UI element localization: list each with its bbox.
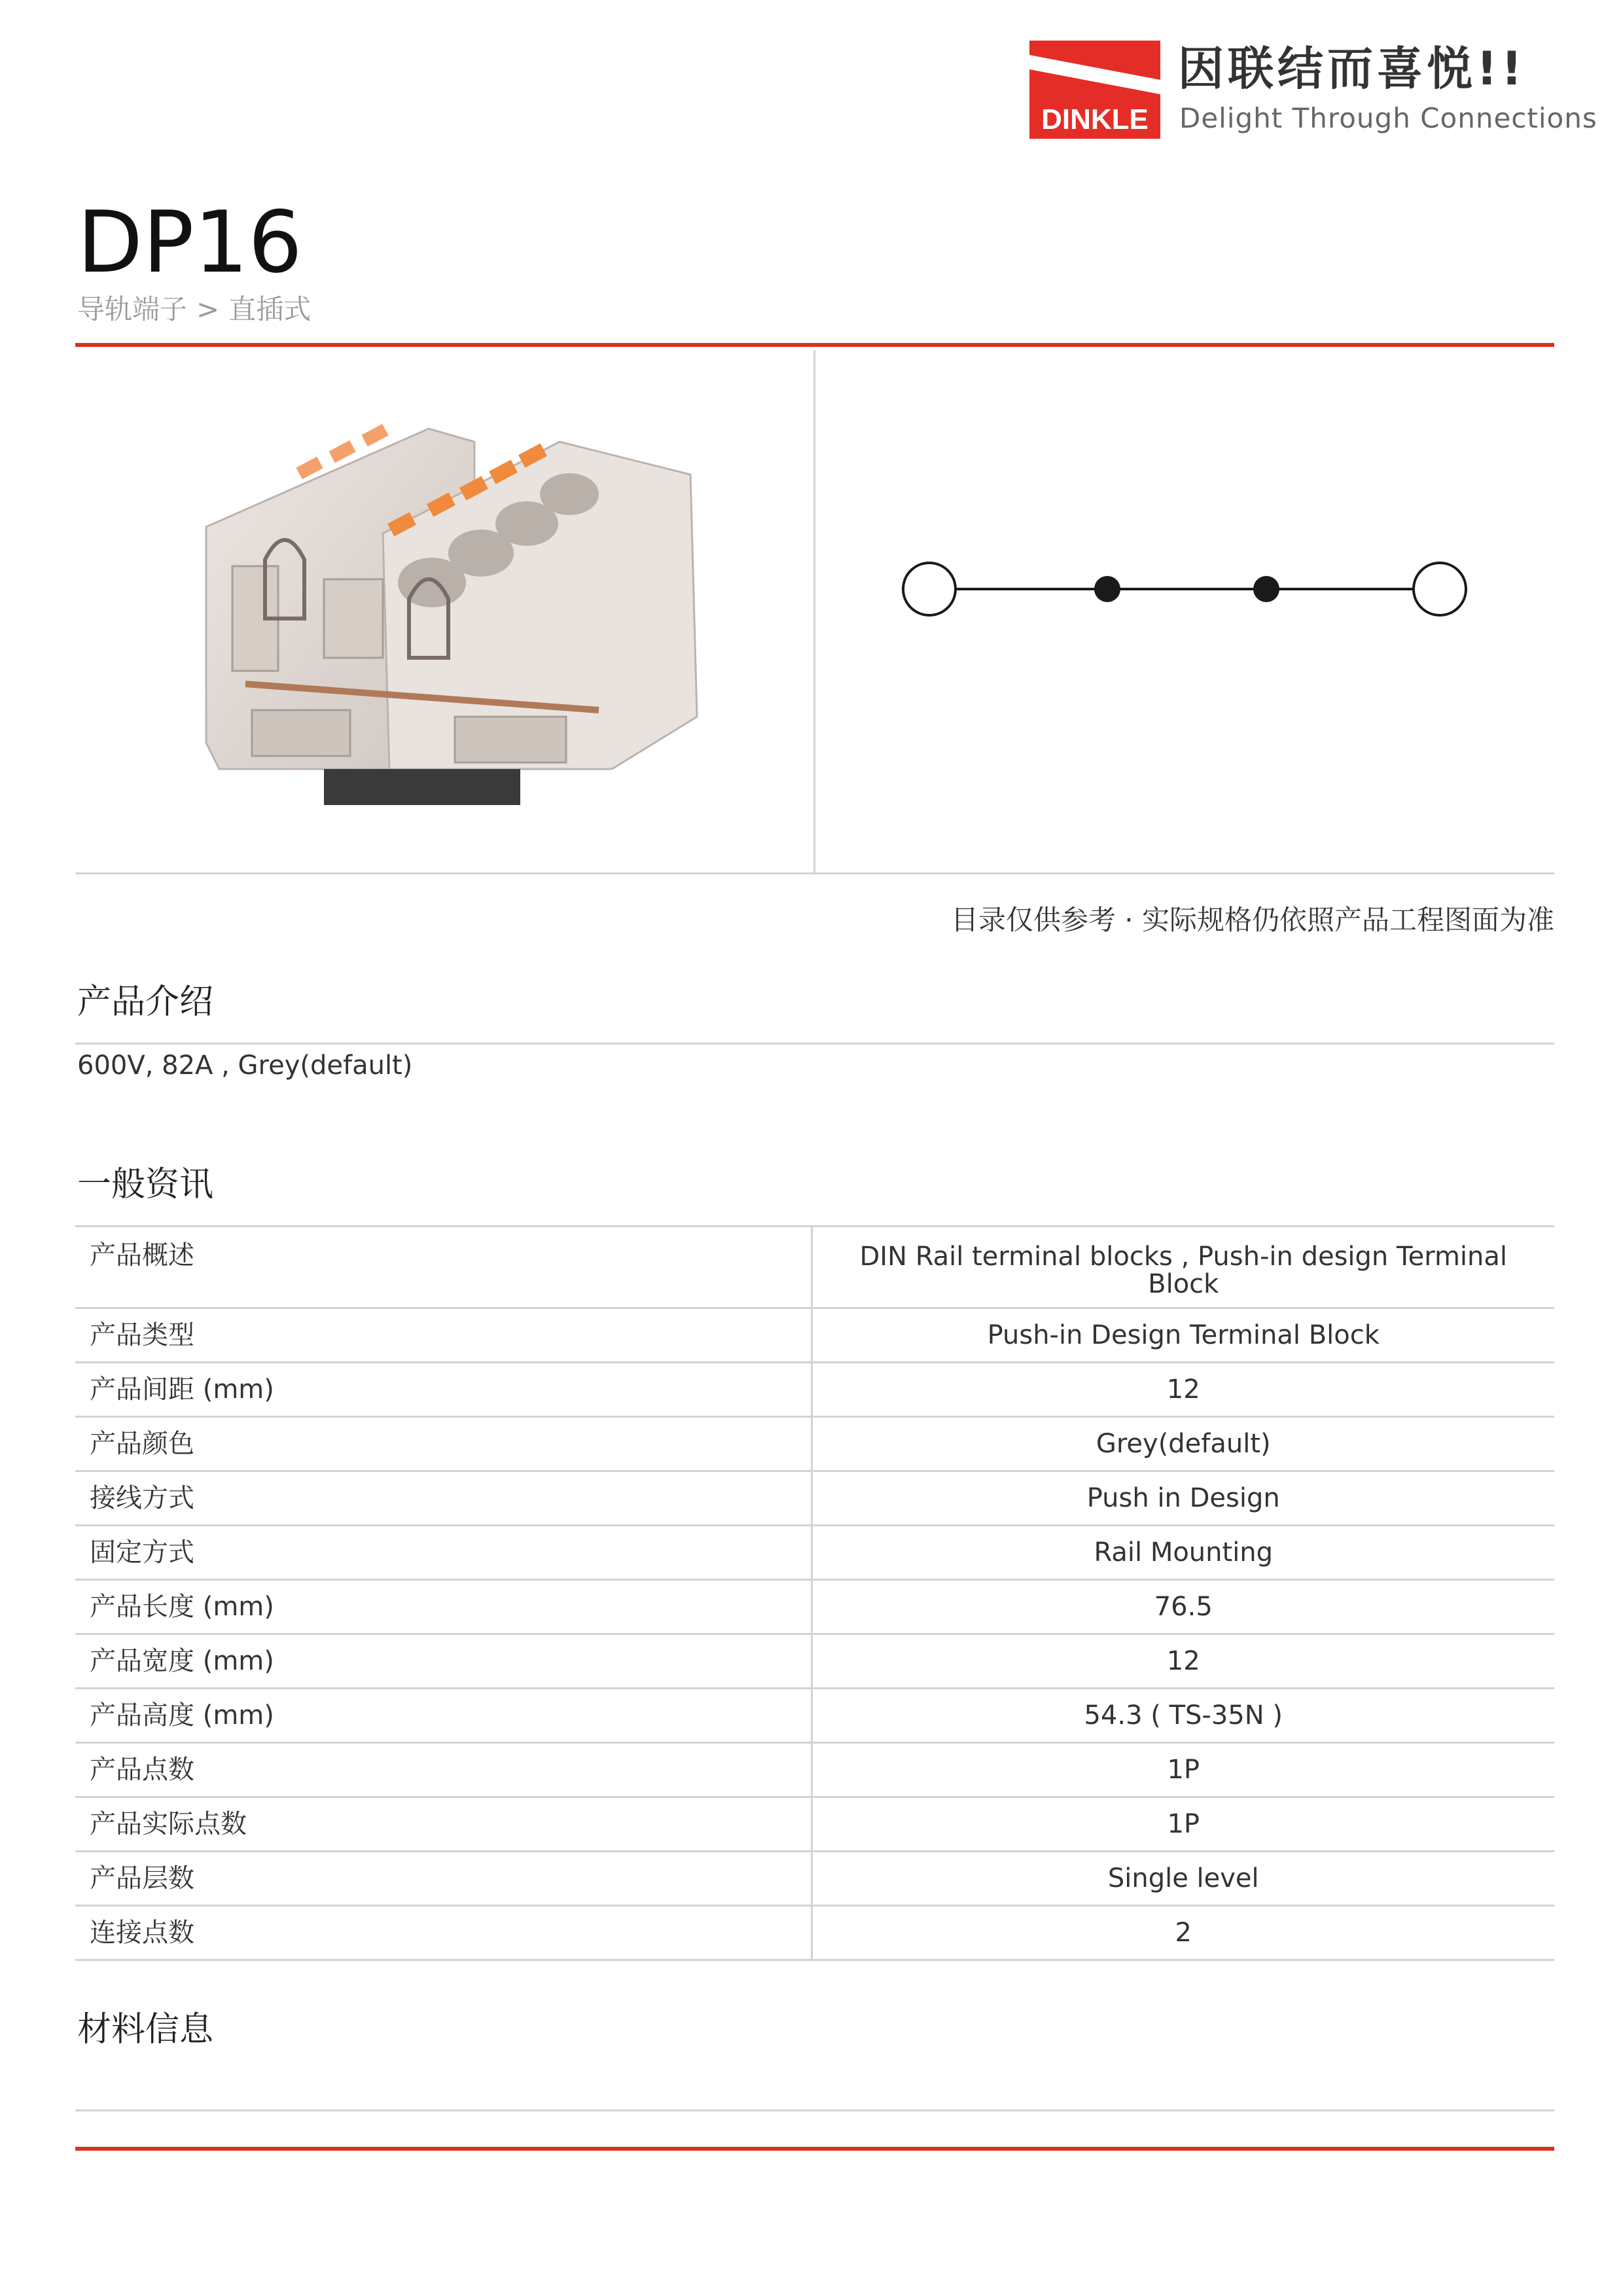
table-row bbox=[75, 1851, 1554, 1905]
spec-value: 76.5 bbox=[1154, 1591, 1213, 1622]
spec-value: 1P bbox=[1167, 1754, 1200, 1785]
intro-rule bbox=[75, 1043, 1554, 1045]
title-divider bbox=[75, 343, 1554, 347]
spec-label: 固定方式 bbox=[75, 1525, 812, 1579]
spec-value: Single level bbox=[1107, 1863, 1259, 1893]
spec-value: 12 bbox=[1166, 1374, 1200, 1405]
disclaimer-text: 目录仅供参考 · 实际规格仍依照产品工程图面为准 bbox=[950, 904, 1554, 936]
spec-label: 连接点数 bbox=[75, 1905, 812, 1960]
table-row bbox=[75, 1362, 1554, 1416]
spec-label: 接线方式 bbox=[75, 1471, 812, 1525]
breadcrumb-item-category[interactable]: 导轨端子 bbox=[77, 293, 188, 325]
breadcrumb bbox=[77, 293, 312, 325]
image-panel-divider bbox=[813, 350, 815, 874]
breadcrumb-item-type[interactable]: 直插式 bbox=[228, 293, 312, 325]
image-panel-bottom-rule bbox=[75, 872, 1554, 874]
spec-label: 产品长度 (mm) bbox=[75, 1579, 812, 1634]
terminal-block-photo-icon bbox=[193, 403, 704, 834]
dinkle-logo-icon bbox=[1029, 41, 1160, 139]
slogan-english: Delight Through Connections bbox=[1179, 102, 1597, 134]
spec-value: 2 bbox=[1175, 1917, 1192, 1948]
material-rule bbox=[75, 2109, 1554, 2111]
spec-label: 产品颜色 bbox=[75, 1416, 812, 1471]
section-title-general: 一般资讯 bbox=[77, 1165, 214, 1204]
terminal-wiring-schematic-icon bbox=[890, 550, 1479, 628]
table-row bbox=[75, 1905, 1554, 1960]
page-title: DP16 bbox=[77, 192, 302, 292]
intro-text: 600V, 82A , Grey(default) bbox=[77, 1050, 413, 1081]
spec-table bbox=[75, 1227, 1554, 1961]
table-row bbox=[75, 1227, 1554, 1308]
spec-label: 产品高度 (mm) bbox=[75, 1688, 812, 1742]
spec-label: 产品点数 bbox=[75, 1742, 812, 1797]
slogan-chinese: 因联结而喜悦!! bbox=[1178, 42, 1526, 96]
table-row bbox=[75, 1579, 1554, 1634]
breadcrumb-separator: > bbox=[196, 293, 220, 325]
spec-value: Grey(default) bbox=[1096, 1428, 1271, 1459]
table-row bbox=[75, 1308, 1554, 1362]
table-row bbox=[75, 1525, 1554, 1579]
table-row bbox=[75, 1742, 1554, 1797]
table-row bbox=[75, 1797, 1554, 1851]
table-row bbox=[75, 1416, 1554, 1471]
spec-value: 12 bbox=[1166, 1645, 1200, 1676]
spec-label: 产品间距 (mm) bbox=[75, 1362, 812, 1416]
table-row bbox=[75, 1688, 1554, 1742]
spec-label: 产品概述 bbox=[75, 1227, 812, 1308]
spec-label: 产品宽度 (mm) bbox=[75, 1634, 812, 1688]
spec-label: 产品类型 bbox=[75, 1308, 812, 1362]
spec-label: 产品层数 bbox=[75, 1851, 812, 1905]
spec-value: 54.3 ( TS-35N ) bbox=[1084, 1700, 1283, 1731]
spec-value: Push in Design bbox=[1086, 1482, 1280, 1513]
footer-divider bbox=[75, 2147, 1554, 2151]
spec-label: 产品实际点数 bbox=[75, 1797, 812, 1851]
table-row bbox=[75, 1471, 1554, 1525]
spec-value: Push-in Design Terminal Block bbox=[987, 1319, 1380, 1350]
spec-value: 1P bbox=[1167, 1808, 1200, 1839]
spec-value: DIN Rail terminal blocks , Push-in design Terminal Block bbox=[859, 1242, 1508, 1299]
logo-text: DINKLE bbox=[1041, 103, 1149, 135]
spec-value: Rail Mounting bbox=[1094, 1537, 1274, 1568]
table-row bbox=[75, 1634, 1554, 1688]
section-title-intro: 产品介绍 bbox=[77, 982, 214, 1022]
section-title-material: 材料信息 bbox=[77, 2010, 214, 2049]
